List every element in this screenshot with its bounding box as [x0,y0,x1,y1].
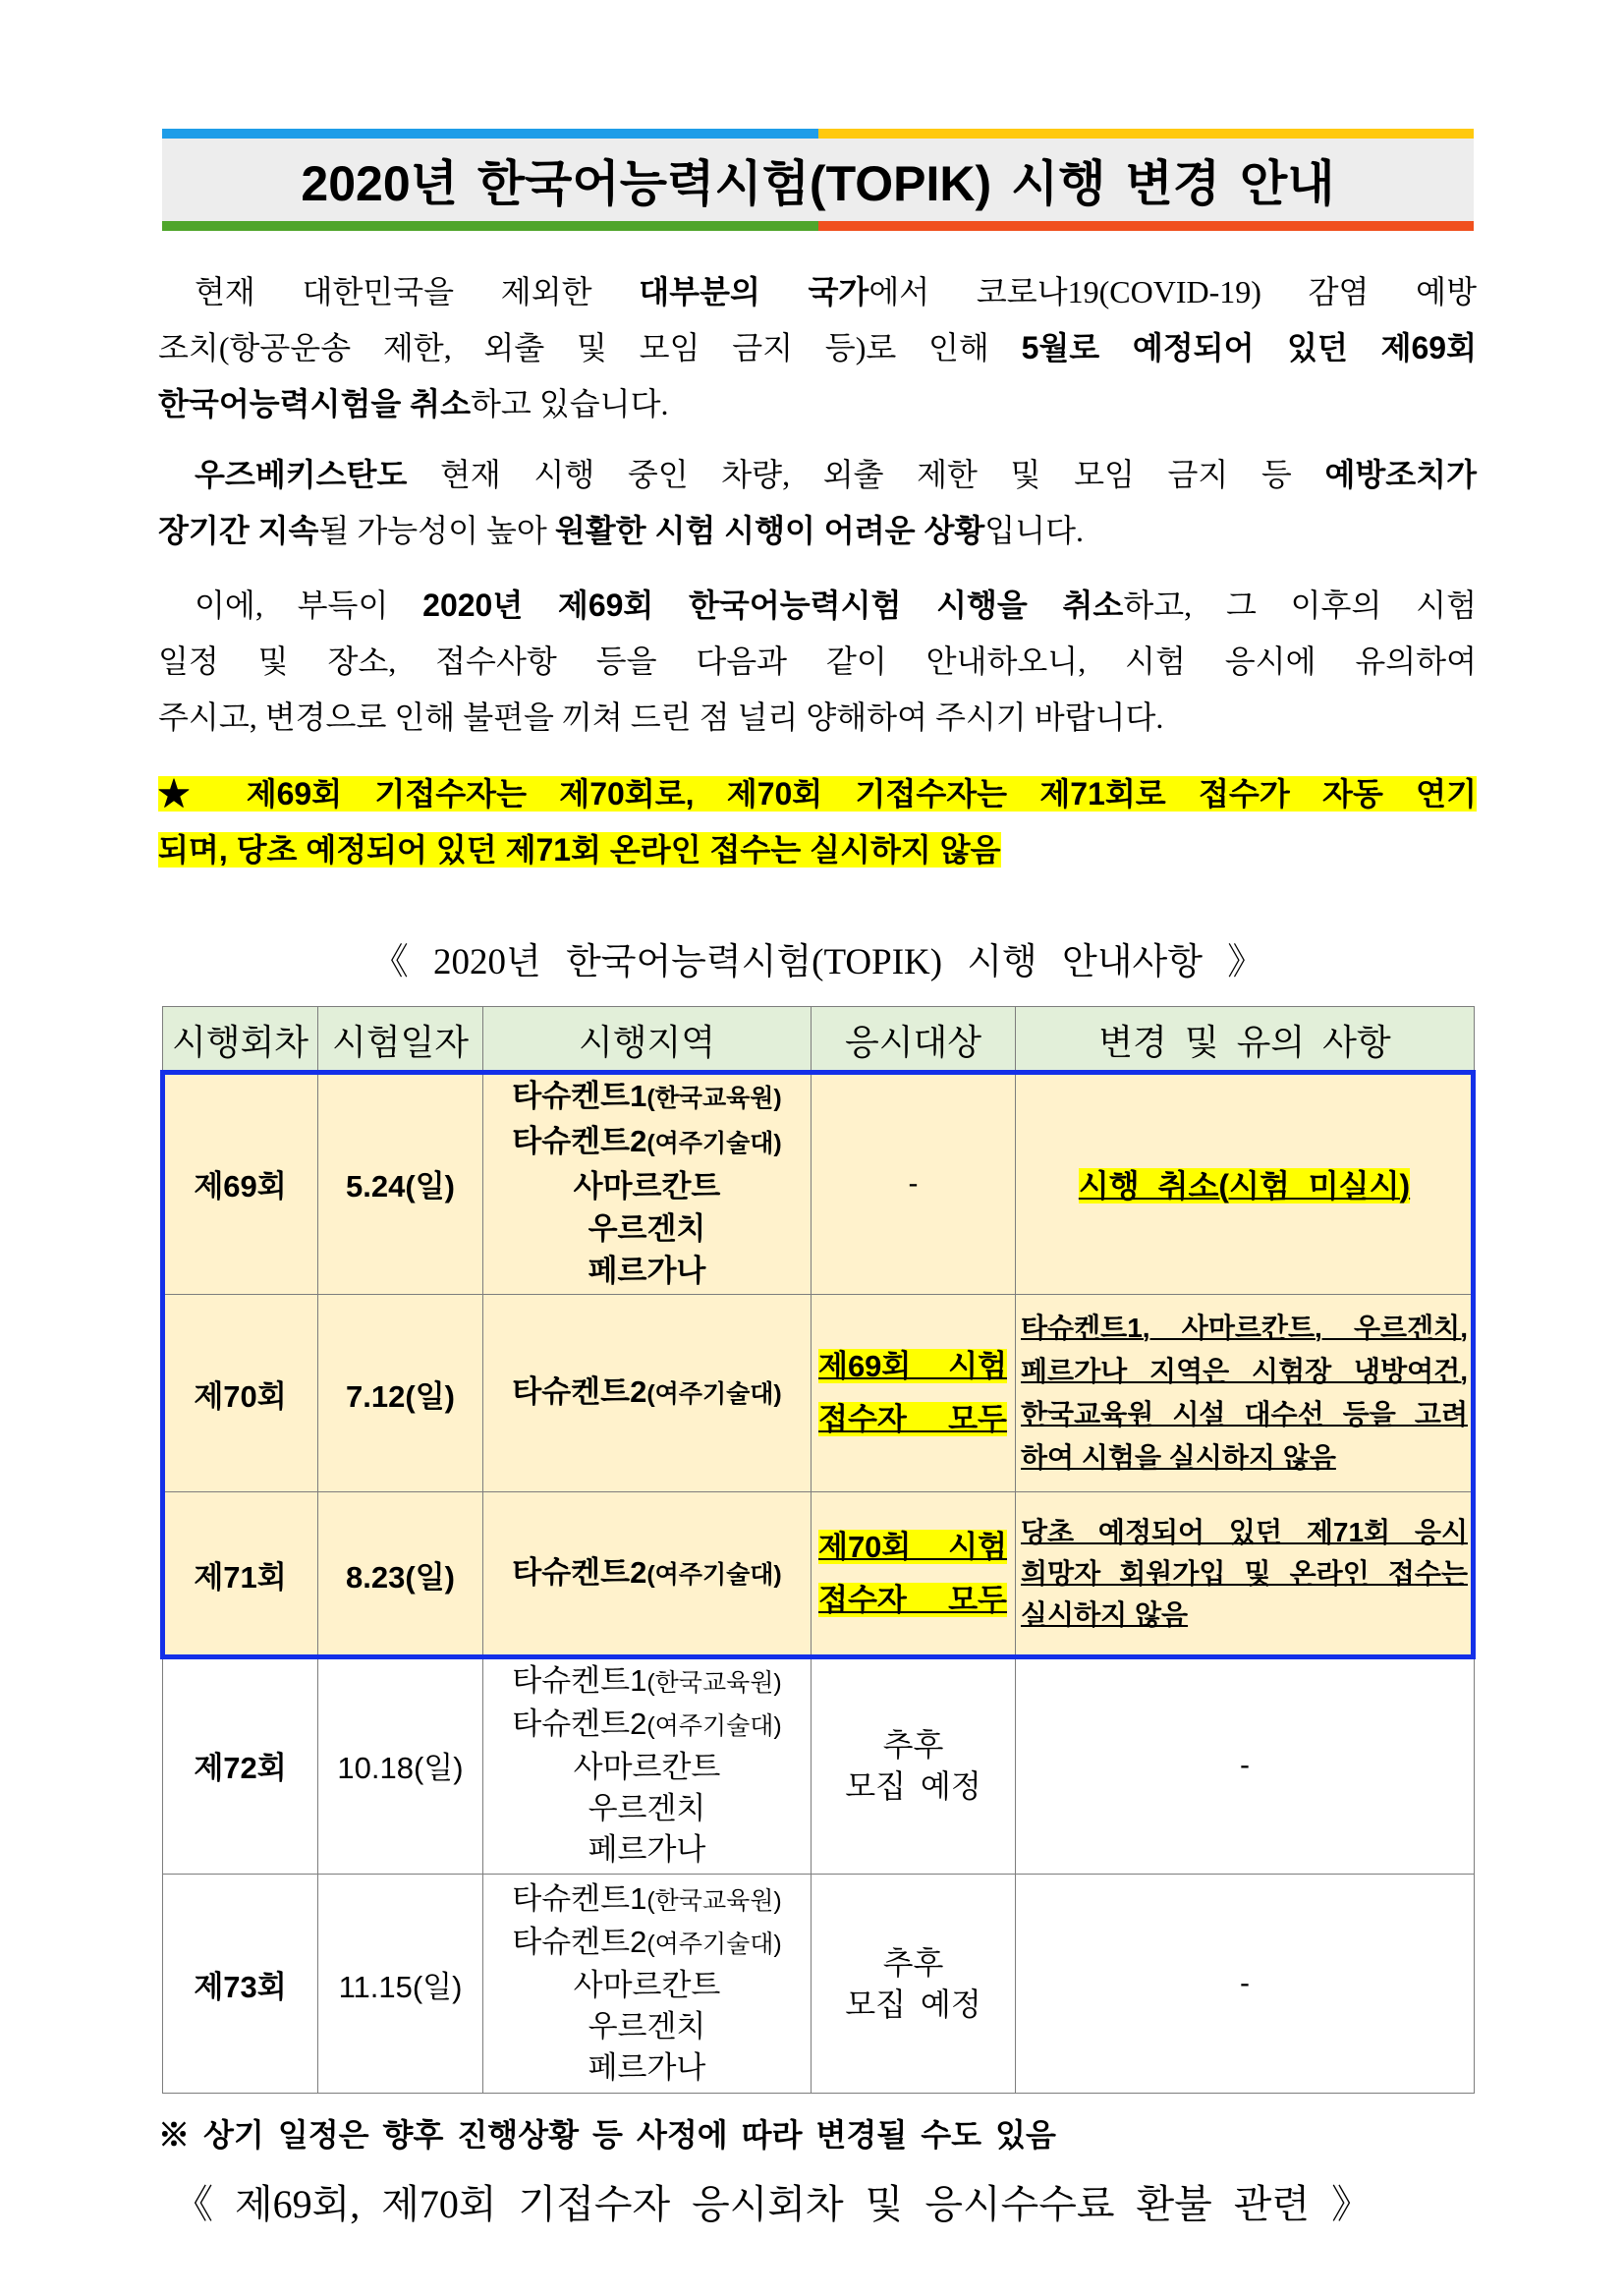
location-line [483,1788,811,1829]
auto-postpone-notice [158,766,1477,878]
eligibility-cell: - [812,1073,1016,1295]
location-name: 타슈켄트2 [512,1374,647,1409]
bold-segment: 5월로 예정되어 있던 제69회 [1021,330,1477,365]
location-line [483,1922,811,1965]
bold-segment: 원활한 시험 시행이 어려운 상황 [554,513,985,548]
text-segment: 일정 및 장소, 접수사항 등을 다음과 같이 안내하오니, 시험 응시에 유의하여 [158,644,1477,679]
paragraph-line [158,690,1477,746]
location-name: 페르가나 [588,1831,706,1867]
column-header-eligibility: 응시대상 [812,1007,1016,1073]
round-cell: 제72회 [163,1656,318,1875]
location-note: (여주기술대) [646,1380,782,1408]
location-note: (한국교육원) [646,1887,782,1915]
location-line [483,2047,811,2089]
remarks-line: 당초 예정되어 있던 제71회 응시 [1021,1517,1468,1547]
eligibility-line: 추후 [882,1726,944,1763]
location-line [483,1829,811,1871]
highlighted-text: 접수자 모두 [818,1583,1007,1617]
location-note: (한국교육원) [646,1668,782,1697]
date-cell: 8.23(일) [318,1492,483,1656]
table-row [163,1656,1475,1875]
notice-line [158,822,1477,878]
column-header-location: 시행지역 [483,1007,812,1073]
location-line [483,2006,811,2047]
highlighted-text: 되며, 당초 예정되어 있던 제71회 온라인 접수는 실시하지 않음 [158,832,1001,868]
text-segment: 조치(항공운송 제한, 외출 및 모임 금지 등)로 인해 [158,330,1022,365]
remarks-line: 페르가나 지역은 시험장 냉방여건, [1021,1356,1468,1386]
location-name: 타슈켄트2 [512,1124,647,1158]
location-name: 우르겐치 [588,1790,706,1825]
title-stripe-top-right [818,129,1475,139]
intro-paragraph-2 [158,447,1477,559]
bold-segment: 대부분의 국가 [639,274,869,309]
intro-paragraph-3 [158,578,1477,746]
highlighted-text: ★ 제69회 기접수자는 제70회로, 제70회 기접수자는 제71회로 접수가 자동 연기 [158,776,1477,812]
title-banner [162,129,1474,231]
location-line [483,1965,811,2006]
title-stripe-bottom-right [818,221,1475,231]
location-name: 타슈켄트2 [512,1555,647,1590]
remarks-line: 타슈켄트1, 사마르칸트, 우르겐치, [1021,1313,1468,1343]
location-name: 우르겐치 [588,2009,706,2044]
eligibility-cell [812,1875,1016,2094]
location-name: 우르겐치 [588,1211,706,1246]
eligibility-cell [812,1656,1016,1875]
text-segment: 될 가능성이 높아 [318,513,555,548]
remarks-line: 한국교육원 시설 대수선 등을 고려 [1021,1399,1468,1429]
location-line [483,1747,811,1788]
location-name: 사마르칸트 [573,1169,721,1204]
table-header-row [163,1007,1475,1073]
location-name: 타슈켄트1 [512,1662,647,1698]
eligibility-line: 추후 [882,1945,944,1981]
text-segment: 현재 대한민국을 제외한 [195,274,640,309]
round-cell: 제69회 [163,1073,318,1295]
intro-paragraph-1 [158,264,1477,432]
column-header-remarks: 변경 및 유의 사항 [1016,1007,1475,1073]
title-stripe-bottom-left [162,221,818,231]
schedule-footnote: ※ 상기 일정은 향후 진행상황 등 사정에 따라 변경될 수도 있음 [158,2117,1056,2153]
location-name: 사마르칸트 [573,1749,721,1784]
location-note: (여주기술대) [646,1561,782,1589]
remarks-line: 실시하지 않음 [1021,1599,1189,1630]
location-line [483,1878,811,1922]
location-name: 페르가나 [588,2050,706,2085]
round-cell: 제70회 [163,1295,318,1492]
bold-segment: 2020년 제69회 한국어능력시험 시행을 취소 [422,588,1124,623]
paragraph-line [158,320,1477,376]
date-cell: 10.18(일) [318,1656,483,1875]
page-title: 2020년 한국어능력시험(TOPIK) 시행 변경 안내 [301,156,1335,211]
remarks-cell: - [1016,1875,1475,2094]
affected-rounds-frame [160,1070,1476,1659]
paragraph-line [158,634,1477,690]
eligibility-line: 모집 예정 [845,1987,981,2022]
date-cell: 5.24(일) [318,1073,483,1295]
location-name: 사마르칸트 [573,1968,721,2002]
highlighted-text: 제69회 시험 [818,1349,1007,1383]
text-segment: 현재 시행 중인 차량, 외출 제한 및 모임 금지 등 [407,457,1325,492]
text-segment: 하고, 그 이후의 시험 [1123,588,1477,623]
text-segment: 이에, 부득이 [195,588,423,623]
bold-segment: 예방조치가 [1324,457,1477,492]
location-note: (여주기술대) [646,1130,782,1157]
paragraph-line [158,503,1477,559]
cancellation-notice: 시행 취소(시험 미실시) [1078,1167,1411,1204]
location-note: (한국교육원) [646,1085,782,1112]
column-header-date: 시험일자 [318,1007,483,1073]
paragraph-line [158,376,1477,432]
schedule-heading: 《 2020년 한국어능력시험(TOPIK) 시행 안내사항 》 [371,942,1264,982]
round-cell: 제71회 [163,1492,318,1656]
text-segment: 하고 있습니다. [471,386,669,421]
notice-line [158,766,1477,822]
paragraph-line [158,447,1477,503]
column-header-round: 시행회차 [163,1007,318,1073]
paragraph-line [158,578,1477,634]
remarks-line: 하여 시험을 실시하지 않음 [1021,1442,1336,1473]
text-segment: 에서 코로나19(COVID-19) 감염 예방 [868,274,1477,309]
location-name: 타슈켄트2 [512,1925,647,1959]
date-cell: 7.12(일) [318,1295,483,1492]
round-cell: 제73회 [163,1875,318,2094]
location-name: 타슈켄트1 [512,1079,647,1113]
location-note: (여주기술대) [646,1711,782,1740]
locations-cell [483,1656,812,1875]
date-cell: 11.15(일) [318,1875,483,2094]
highlighted-text: 제70회 시험 [818,1530,1007,1564]
text-segment: 입니다. [984,513,1085,548]
locations-cell [483,1875,812,2094]
bold-segment: 우즈베키스탄도 [195,457,408,492]
location-line [483,1660,811,1704]
location-name: 타슈켄트1 [512,1881,647,1916]
refund-section-heading: 《 제69회, 제70회 기접수자 응시회차 및 응시수수료 환불 관련 》 [174,2182,1372,2226]
text-segment: 주시고, 변경으로 인해 불편을 끼쳐 드린 점 널리 양해하여 주시기 바랍니다. [158,700,1164,735]
highlighted-text: 접수자 모두 [818,1402,1007,1436]
remarks-line: 희망자 회원가입 및 온라인 접수는 [1021,1558,1468,1589]
bold-segment: 장기간 지속 [158,513,319,548]
location-name: 페르가나 [588,1254,706,1288]
eligibility-line: 모집 예정 [845,1767,981,1804]
location-name: 타슈켄트2 [512,1706,647,1741]
bold-segment: 한국어능력시험을 취소 [158,386,472,421]
remarks-cell: - [1016,1656,1475,1875]
title-stripe-top-left [162,129,818,139]
location-line [483,1704,811,1747]
location-note: (여주기술대) [646,1931,782,1958]
paragraph-line [158,264,1477,320]
table-row [163,1875,1475,2094]
